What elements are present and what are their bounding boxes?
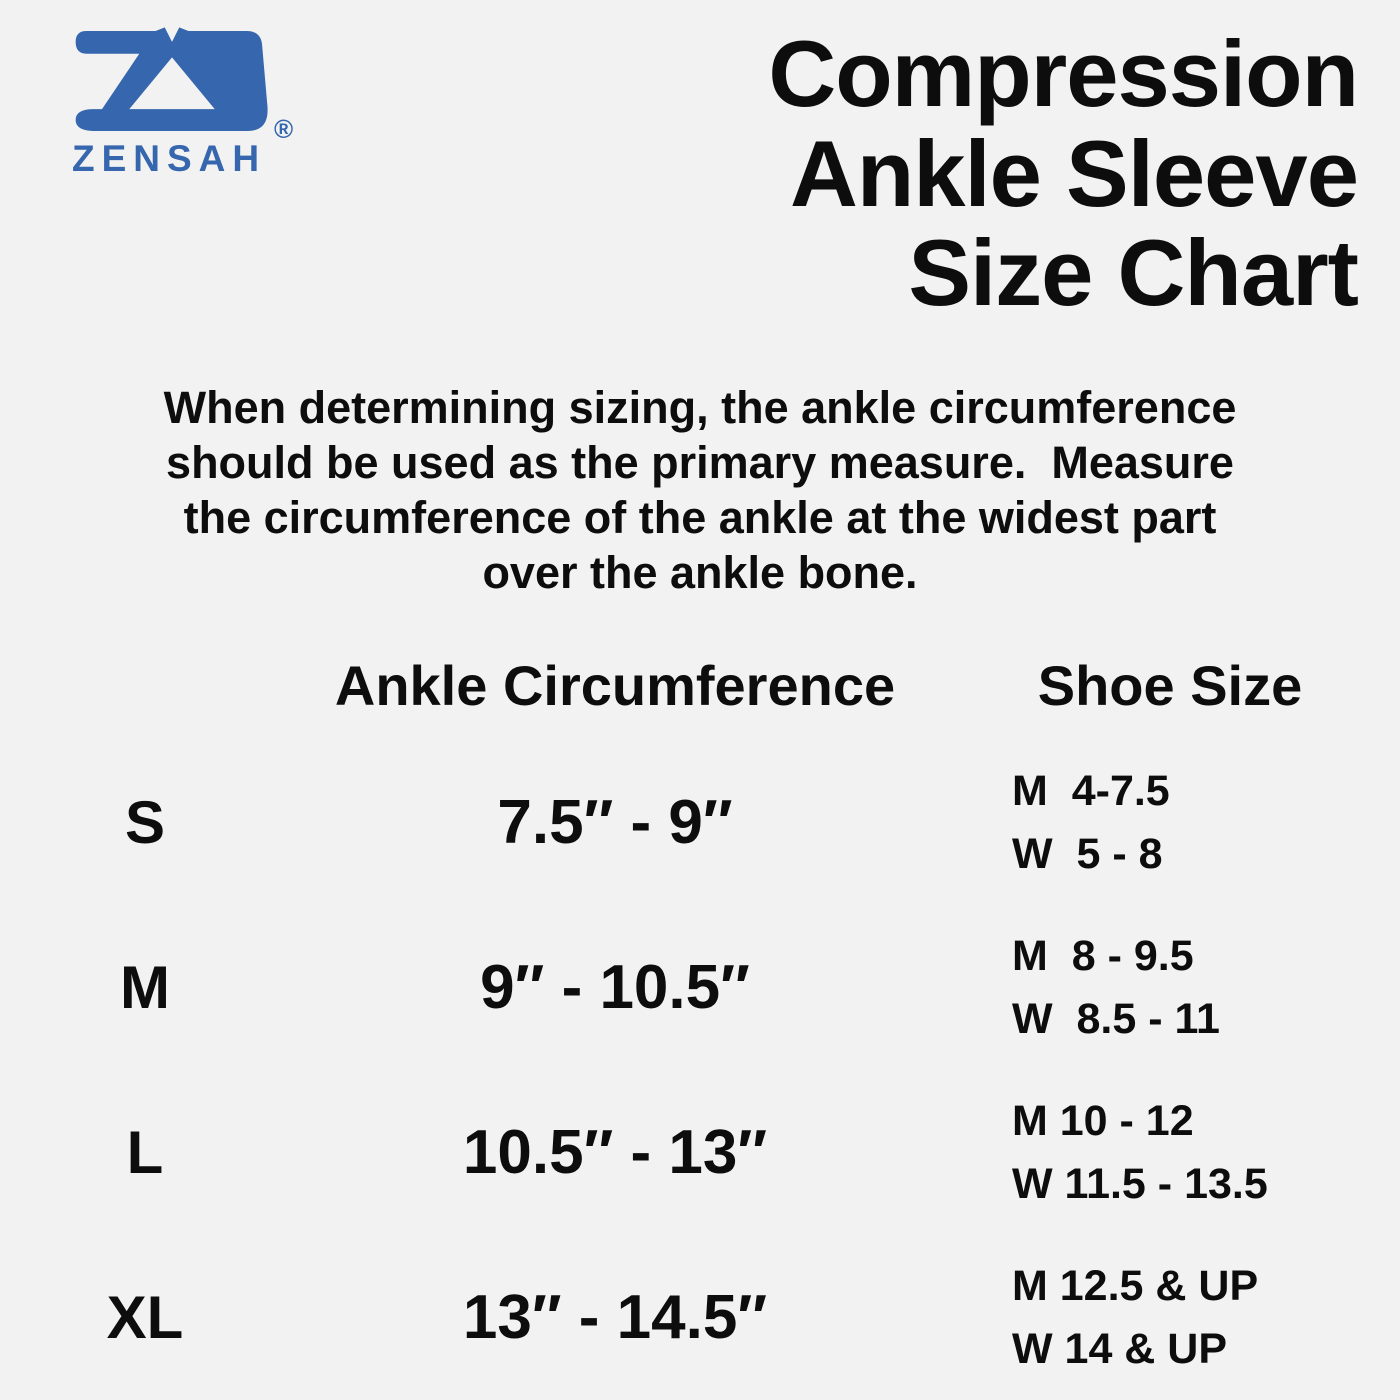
ankle-circumference-header: Ankle Circumference: [334, 653, 896, 717]
sizing-instructions: [0, 380, 1400, 600]
registered-trademark-symbol: ®: [274, 114, 294, 144]
zensah-zs-monogram-icon: [72, 26, 272, 136]
ankle-circumference-value: 10.5″ - 13″: [462, 1118, 768, 1187]
shoe-size-men: M 4-7.5: [1012, 766, 1170, 815]
ankle-circumference-value: 9″ - 10.5″: [480, 953, 750, 1022]
size-label: XL: [106, 1284, 184, 1351]
title-line-1: Compression: [768, 21, 1358, 126]
shoe-size-women: W 5 - 8: [1012, 829, 1163, 878]
title-line-2: Ankle Sleeve: [789, 120, 1358, 226]
size-label: S: [124, 789, 166, 856]
ankle-circumference-value: 13″ - 14.5″: [462, 1283, 768, 1352]
size-column-header-spacer: [60, 630, 230, 740]
size-label: M: [120, 954, 170, 1021]
shoe-size-value: [1000, 905, 1340, 1070]
shoe-size-value: [1000, 740, 1340, 905]
table-header-row: [60, 630, 1340, 740]
instructions-line: When determining sizing, the ankle circumference: [163, 382, 1237, 433]
table-row-l: [60, 1070, 1340, 1235]
shoe-size-women: W 11.5 - 13.5: [1012, 1159, 1268, 1208]
shoe-size-value: [1000, 1070, 1340, 1235]
instructions-line: the circumference of the ankle at the widest part: [183, 492, 1217, 543]
table-row-m: [60, 905, 1340, 1070]
table-row-xl: [60, 1235, 1340, 1400]
title-line-3: Size Chart: [908, 220, 1358, 326]
size-label: L: [126, 1119, 164, 1186]
page-title: [768, 21, 1358, 326]
shoe-size-value: [1000, 1235, 1340, 1400]
shoe-size-men: M 10 - 12: [1012, 1096, 1194, 1145]
shoe-size-women: W 14 & UP: [1012, 1324, 1228, 1373]
table-row-s: [60, 740, 1340, 905]
zensah-wordmark: ZENSAH: [72, 138, 267, 179]
shoe-size-header: Shoe Size: [1037, 653, 1303, 717]
instructions-line: should be used as the primary measure. Measure: [166, 437, 1234, 488]
instructions-line: over the ankle bone.: [482, 547, 918, 598]
shoe-size-men: M 8 - 9.5: [1012, 931, 1194, 980]
shoe-size-women: W 8.5 - 11: [1012, 994, 1220, 1043]
ankle-circumference-value: 7.5″ - 9″: [497, 788, 733, 857]
shoe-size-men: M 12.5 & UP: [1012, 1261, 1259, 1310]
size-chart-table: [60, 630, 1340, 1400]
zensah-logo: [72, 26, 302, 177]
